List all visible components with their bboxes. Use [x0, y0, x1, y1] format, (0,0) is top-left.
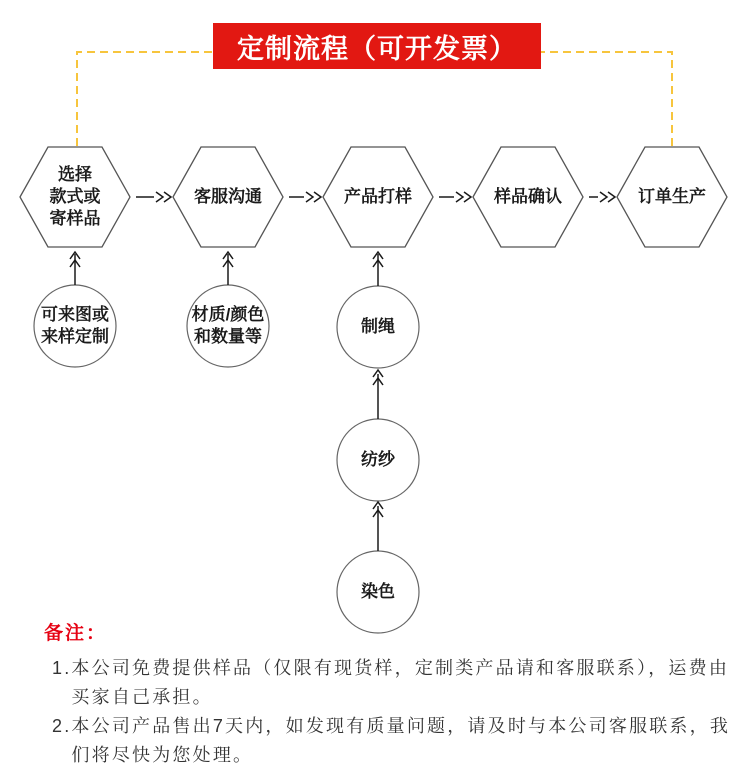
step-label-3: 产品打样	[344, 186, 412, 206]
step-label-1: 选择 款式或 寄样品	[49, 164, 101, 229]
arrow-step2-to-step3	[289, 192, 321, 202]
step-label-5: 订单生产	[638, 186, 706, 206]
note-number: 2.	[52, 716, 72, 736]
arrow-circle1-to-step1	[70, 252, 80, 285]
sub-node-label-1: 可来图或 来样定制	[41, 304, 109, 346]
note-text: 本公司免费提供样品（仅限有现货样，定制类产品请和客服联系），运费由买家自己承担。	[71, 658, 730, 707]
arrow-step3-to-step4	[439, 192, 471, 202]
circle-node-1	[34, 285, 116, 367]
step-label-2: 客服沟通	[194, 186, 262, 206]
dashed-connector-left	[77, 52, 213, 146]
note-number: 1.	[52, 658, 72, 678]
note-text: 本公司产品售出7天内，如发现有质量问题，请及时与本公司客服联系，我们将尽快为您处理。	[71, 716, 731, 765]
hexagon-step-2	[173, 147, 283, 247]
sub-node-label-5: 染色	[361, 581, 395, 601]
circle-node-4	[337, 419, 419, 501]
note-item-1	[44, 654, 734, 712]
arrow-circle5-to-circle4	[373, 502, 383, 551]
arrow-step1-to-step2	[136, 192, 171, 202]
circle-node-2	[187, 285, 269, 367]
sub-node-label-2: 材质/颜色 和数量等	[191, 304, 265, 346]
hexagon-step-4	[473, 147, 583, 247]
sub-node-label-3: 制绳	[361, 316, 395, 336]
arrow-circle2-to-step2	[223, 252, 233, 285]
arrow-step4-to-step5	[589, 192, 615, 202]
dashed-connector-right	[541, 52, 672, 146]
hexagon-step-1	[20, 147, 130, 247]
arrow-circle4-to-circle3	[373, 370, 383, 419]
notes-section	[44, 618, 734, 768]
circle-node-3	[337, 286, 419, 368]
arrow-circle3-to-step3	[373, 252, 383, 286]
notes-heading: 备注：	[44, 623, 108, 644]
banner-title: 定制流程（可开发票）	[213, 23, 541, 69]
note-item-2	[44, 712, 734, 768]
hexagon-step-5	[617, 147, 727, 247]
sub-node-label-4: 纺纱	[361, 449, 395, 469]
hexagon-step-3	[323, 147, 433, 247]
step-label-4: 样品确认	[494, 186, 562, 206]
